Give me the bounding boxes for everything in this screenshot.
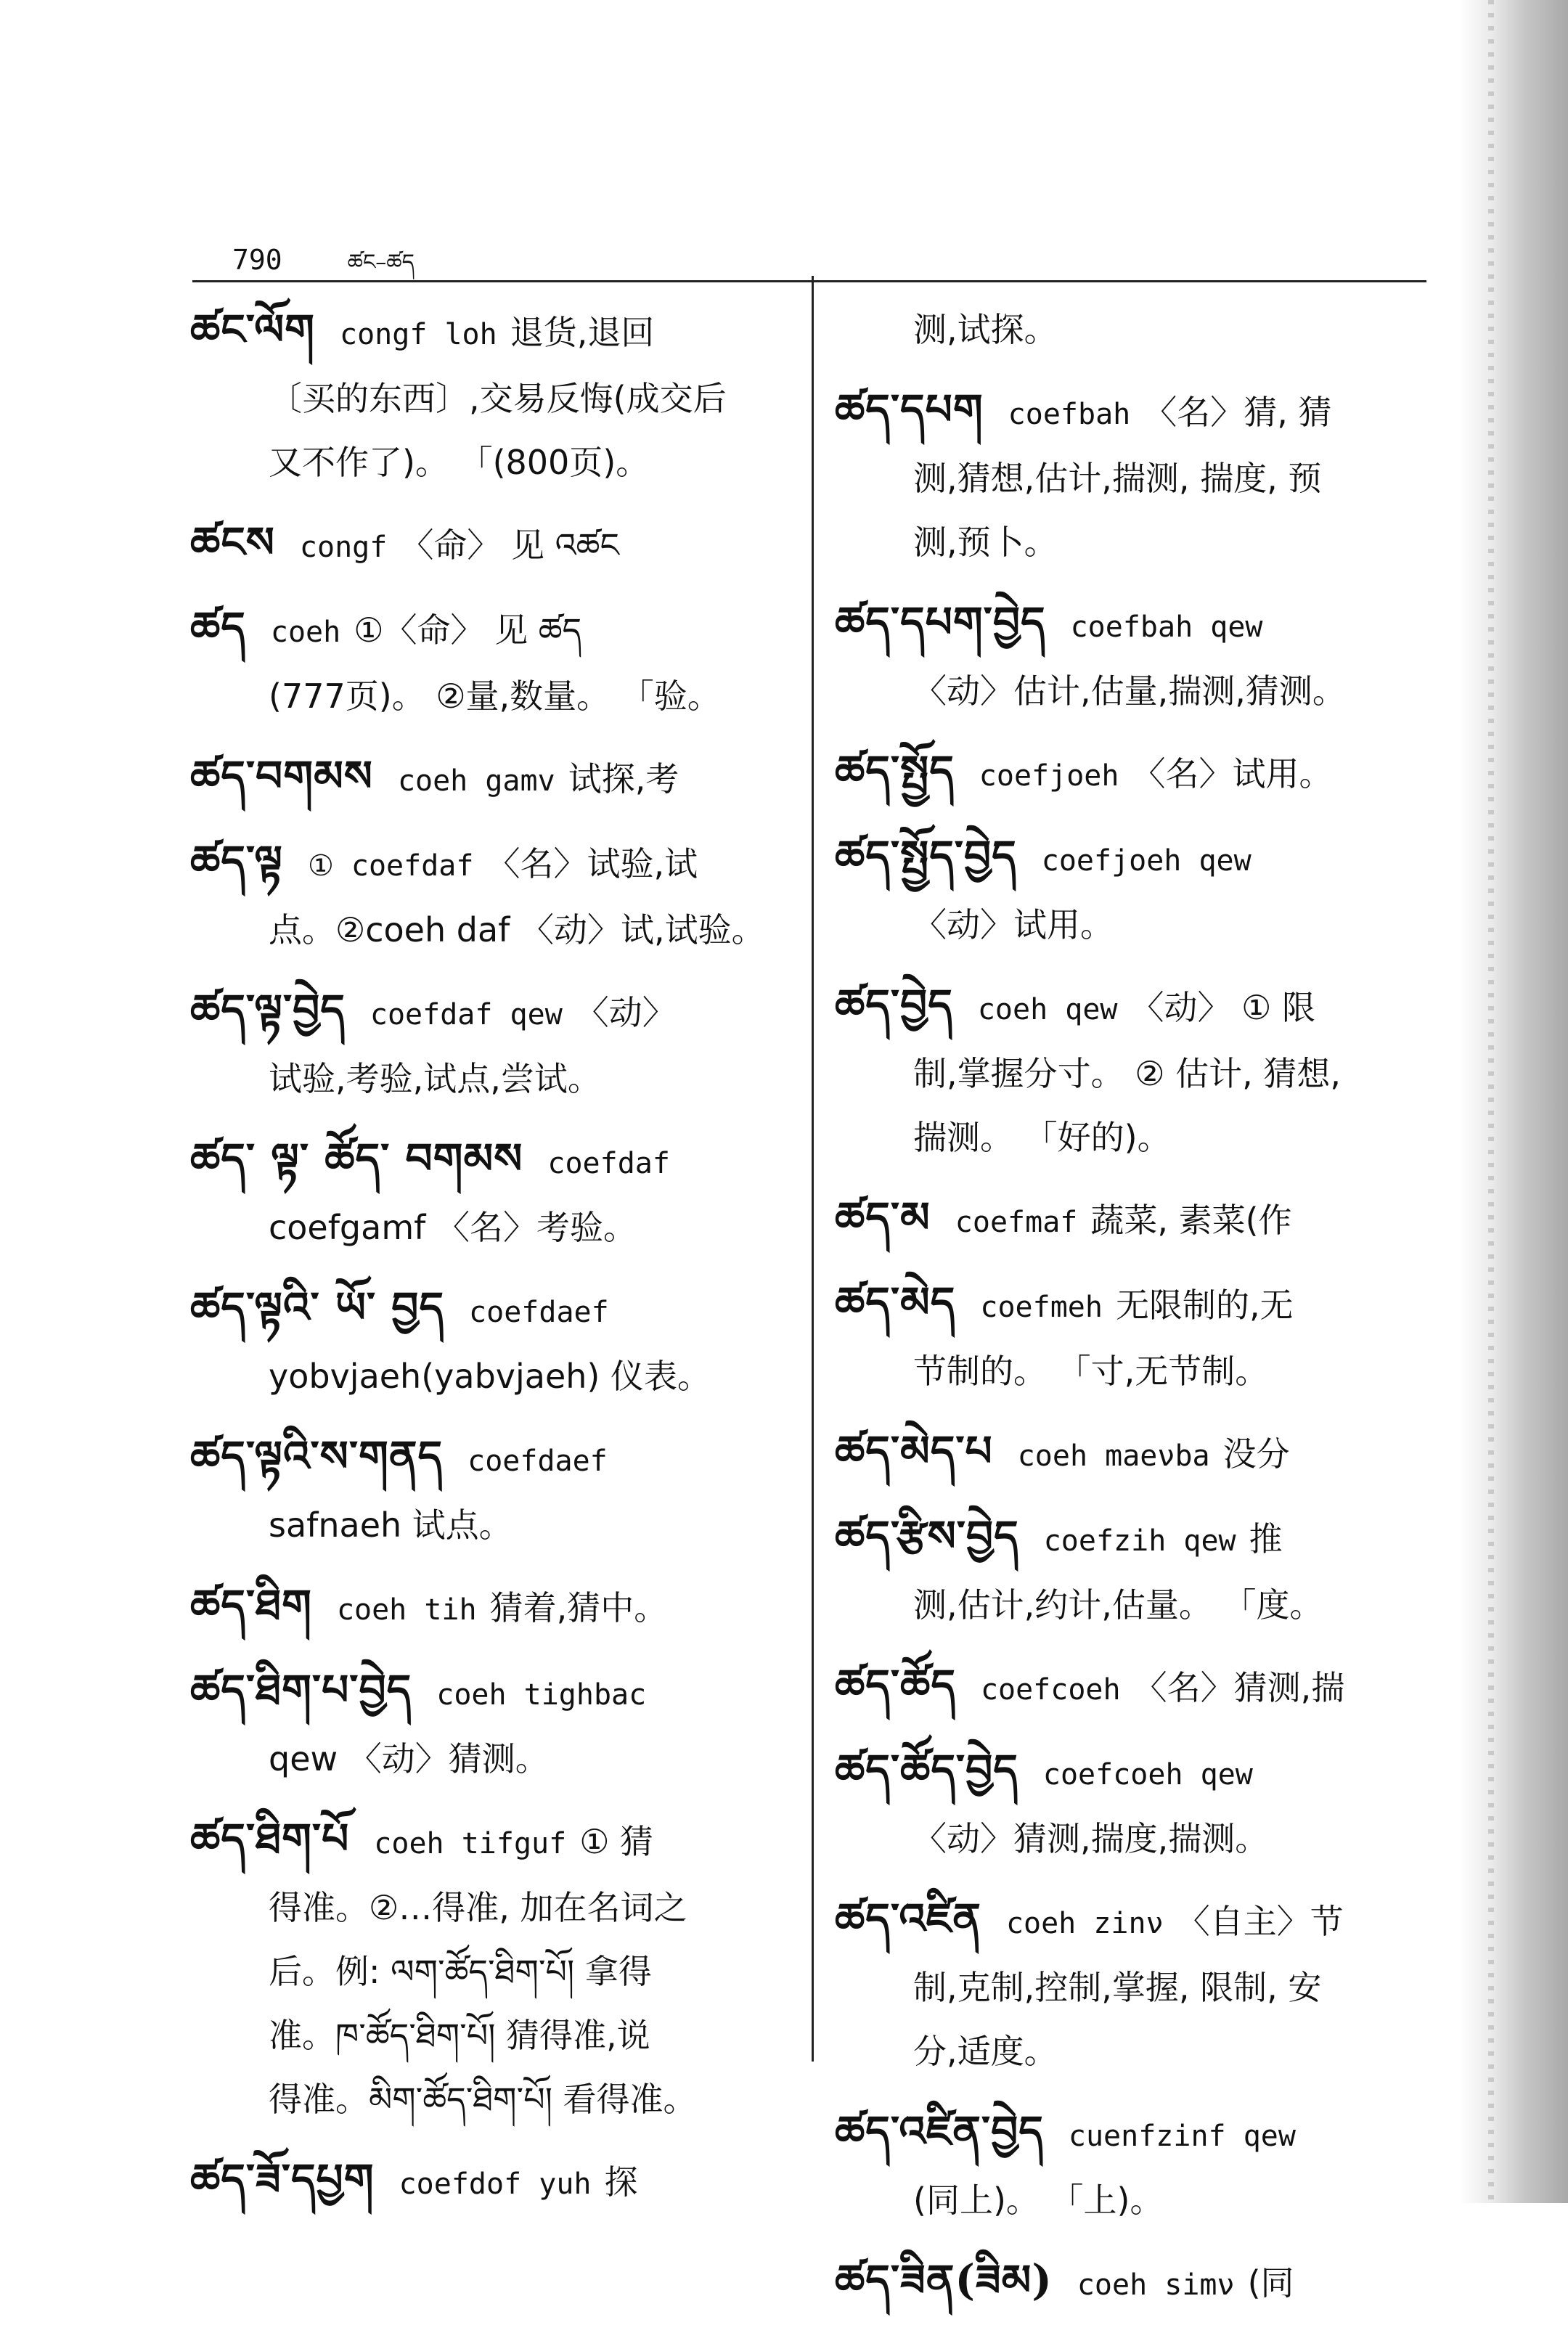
dictionary-entry <box>835 1887 1437 2083</box>
dictionary-entry <box>190 1424 793 1557</box>
entry-romanization: coefcoeh qew <box>1042 1758 1253 1791</box>
entry-definition: 无限制的,无 <box>1115 1286 1294 1325</box>
dictionary-entry <box>835 2248 1437 2317</box>
dictionary-entry <box>835 1504 1437 1637</box>
header-rule <box>192 280 1426 282</box>
entry-continuation: yobvjaeh(yabvjaeh) 仪表。 <box>269 1357 711 1396</box>
entry-continuation: 制,克制,控制,掌握, 限制, 安 <box>913 1968 1322 2007</box>
entry-romanization: coeh tih <box>336 1593 477 1627</box>
dictionary-entry <box>190 1658 793 1791</box>
entry-headword: ཚང་ལོག <box>190 305 315 354</box>
entry-romanization: coefdof yuh <box>399 2167 592 2201</box>
dictionary-entry <box>835 739 1437 808</box>
dictionary-entry <box>190 510 793 579</box>
entry-headword: ཚད་ཟིན(ཟིམ) <box>835 2255 1053 2305</box>
dictionary-entry <box>190 2147 793 2216</box>
entry-headword: ཚད་ལྟ་བྱེད <box>190 985 346 1034</box>
entry-main-line <box>190 1127 793 1196</box>
left-column <box>190 298 793 2232</box>
entry-main-line <box>190 1424 793 1493</box>
entry-main-line <box>835 1270 1437 1339</box>
entry-romanization: cuenfzinf qew <box>1068 2120 1296 2153</box>
dictionary-entry <box>190 1573 793 1642</box>
entry-main-line <box>835 590 1437 659</box>
entry-continuation: 得准。མིག་ཚོད་ཐིག་པོ། 看得准。 <box>269 2080 697 2119</box>
entry-headword: ཚད <box>190 602 246 652</box>
entry-romanization: coeh <box>270 616 341 649</box>
entry-definition: 推 <box>1249 1519 1283 1558</box>
entry-continuation: 〈动〉试用。 <box>913 905 1114 944</box>
entry-definition: (同 <box>1247 2263 1294 2303</box>
entry-continuation: 〈动〉猜测,揣度,揣测。 <box>913 1819 1269 1858</box>
entry-definition: 〈自主〉节 <box>1176 1902 1344 1941</box>
entry-continuation: (同上)。 「上)。 <box>913 2181 1164 2220</box>
right-column <box>835 298 1437 2333</box>
dictionary-entry <box>835 2099 1437 2232</box>
entry-romanization: coefbah qew <box>1070 610 1263 644</box>
dictionary-entry <box>835 973 1437 1169</box>
entry-headword: ཚད་མེད <box>835 1278 956 1327</box>
entry-main-line <box>835 739 1437 808</box>
entry-continuation: 制,掌握分寸。 ② 估计, 猜想, <box>913 1054 1341 1093</box>
entry-main-line <box>190 510 793 579</box>
entry-romanization: ① coefdaf <box>307 849 474 883</box>
entry-continuation: 〔买的东西〕,交易反悔(成交后 <box>269 379 727 418</box>
entry-main-line <box>190 595 793 664</box>
dictionary-entry <box>835 1185 1437 1254</box>
page-edge-shadow <box>1459 0 1568 2203</box>
entry-romanization: congf <box>299 531 388 564</box>
entry-main-line <box>835 1504 1437 1573</box>
entry-headword: ཚད་བྱེད <box>835 980 953 1029</box>
entry-definition: 〈动〉 <box>575 993 676 1032</box>
dictionary-entry <box>835 1270 1437 1403</box>
dictionary-entry <box>190 744 793 813</box>
entry-main-line <box>835 1887 1437 1956</box>
entry-headword: ཚད་འཛིན་བྱེད <box>835 2107 1044 2156</box>
entry-headword: ཚད་ཐིག་པ་བྱེད <box>190 1665 412 1715</box>
entry-romanization: coeh simν <box>1077 2268 1235 2302</box>
entry-romanization: coeh zinν <box>1005 1907 1164 1940</box>
entry-main-line <box>190 744 793 813</box>
entry-headword: ཚད་དཔག <box>835 385 984 434</box>
entry-main-line <box>190 1275 793 1344</box>
entry-headword: ཚད་སྤྱོད་བྱེད <box>835 831 1017 881</box>
entry-romanization: coeh maeνba <box>1017 1439 1210 1473</box>
dictionary-entry <box>190 829 793 962</box>
dictionary-entry <box>190 1807 793 2131</box>
entry-romanization: coefjoeh qew <box>1041 844 1251 878</box>
entry-main-line <box>835 1185 1437 1254</box>
entry-main-line <box>190 829 793 898</box>
entry-continuation: (777页)。 ②量,数量。 「验。 <box>269 677 721 716</box>
entry-romanization: coefdaef <box>467 1445 608 1478</box>
guide-words: ཚང–ཚད <box>347 250 415 275</box>
entry-headword: ཚད་ཟོ་དཔྱག <box>190 2154 375 2204</box>
dictionary-entry <box>835 1419 1437 1488</box>
entry-headword: ཚད་མ <box>835 1193 931 1242</box>
entry-headword: ཚད་ཐིག <box>190 1580 312 1630</box>
entry-definition: 蔬菜, 素菜(作 <box>1090 1201 1292 1240</box>
dictionary-entry <box>190 978 793 1111</box>
entry-romanization: coefdaf qew <box>369 998 563 1031</box>
entry-continuation: 试验,考验,试点,尝试。 <box>269 1059 601 1098</box>
entry-continuation: 揣测。 「好的)。 <box>913 1118 1171 1157</box>
entry-romanization: coeh gamv <box>397 764 555 798</box>
entry-main-line <box>190 298 793 367</box>
entry-headword: ཚད་སྤྱོད <box>835 746 955 796</box>
entry-headword: ཚད་རྩིས་བྱེད <box>835 1511 1019 1561</box>
entry-definition: 试探,考 <box>568 759 679 798</box>
page-number: 790 <box>232 244 282 276</box>
dictionary-entry <box>835 1738 1437 1871</box>
entry-romanization: coefzih qew <box>1043 1524 1236 1558</box>
entry-headword: ཚད་ཚོད་བྱེད <box>835 1745 1018 1794</box>
dictionary-entry <box>835 824 1437 957</box>
dictionary-entry <box>835 298 1437 361</box>
entry-headword: ཚད་འཛིན <box>835 1894 981 1943</box>
entry-romanization: coefdaef <box>469 1296 609 1329</box>
entry-definition: ① 猜 <box>579 1822 654 1861</box>
entry-romanization: congf loh <box>339 318 497 351</box>
entry-main-line <box>835 2099 1437 2168</box>
entry-definition: 没分 <box>1222 1434 1290 1474</box>
entry-headword: ཚད་ལྟའི་ ཡོ་ བྱད <box>190 1283 445 1332</box>
entry-definition: 〈命〉 见 འཚང <box>400 526 619 565</box>
entry-definition: 〈名〉试验,试 <box>486 844 698 883</box>
entry-romanization: coefjoeh <box>979 759 1119 793</box>
entry-definition: 〈名〉猜测,揣 <box>1133 1668 1345 1707</box>
entry-main-line <box>835 1419 1437 1488</box>
entry-romanization: coefcoeh <box>980 1673 1121 1707</box>
entry-continuation: 后。例: ལག་ཚོད་ཐིག་པོ། 拿得 <box>269 1952 652 1991</box>
entry-continuation: 测,猜想,估计,揣测, 揣度, 预 <box>913 459 1322 498</box>
entry-continuation: 〈动〉估计,估量,揣测,猜测。 <box>913 671 1346 711</box>
entry-continuation: 得准。②…得准, 加在名词之 <box>269 1888 687 1927</box>
entry-headword: ཚད་ ལྟ་ ཚོད་ བགམས <box>190 1134 523 1183</box>
entry-romanization: coefmeh <box>980 1291 1103 1324</box>
entry-definition: 〈名〉试用。 <box>1132 754 1333 793</box>
entry-main-line <box>835 2248 1437 2317</box>
entry-main-line <box>835 973 1437 1042</box>
entry-headword: ཚངས <box>190 518 275 567</box>
entry-definition: 猜着,猜中。 <box>489 1588 668 1627</box>
entry-romanization: coeh tifguf <box>374 1827 567 1860</box>
dictionary-entry <box>835 590 1437 723</box>
entry-main-line <box>835 824 1437 893</box>
entry-romanization: coefdaf <box>547 1147 670 1180</box>
entry-definition: 探 <box>604 2162 638 2202</box>
entry-main-line <box>835 1738 1437 1807</box>
entry-romanization: coefmaf <box>955 1206 1078 1239</box>
entry-definition: 〈动〉 ① 限 <box>1130 988 1315 1027</box>
entry-continuation: coefgamf 〈名〉考验。 <box>269 1208 637 1247</box>
entry-continuation: 节制的。 「寸,无节制。 <box>913 1352 1269 1391</box>
entry-headword: ཚད་ལྟའི་ས་གནད <box>190 1431 444 1481</box>
page-header <box>232 238 415 282</box>
entry-romanization: coeh qew <box>977 993 1118 1026</box>
dictionary-entry <box>190 1127 793 1259</box>
entry-definition: ①〈命〉 见 ཚད <box>354 610 582 650</box>
entry-continuation: 测,试探。 <box>913 310 1058 349</box>
entry-headword: ཚད་བགམས <box>190 751 373 801</box>
entry-romanization: coefbah <box>1008 398 1131 431</box>
entry-main-line <box>835 377 1437 446</box>
entry-headword: ཚད་ཐིག་པོ <box>190 1814 350 1863</box>
entry-continuation: 分,适度。 <box>913 2032 1058 2071</box>
entry-continuation: 准。ཁ་ཚོད་ཐིག་པོ། 猜得准,说 <box>269 2016 650 2055</box>
entry-main-line <box>190 1658 793 1727</box>
dictionary-entry <box>835 1653 1437 1722</box>
entry-main-line <box>190 978 793 1047</box>
entry-main-line <box>190 1573 793 1642</box>
entry-definition: 〈名〉猜, 猜 <box>1143 393 1332 432</box>
entry-main-line <box>190 1807 793 1876</box>
entry-headword: ཚད་ཚོད <box>835 1660 956 1709</box>
entry-headword: ཚད་མེད་པ <box>835 1426 993 1476</box>
entry-continuation: 测,估计,约计,估量。 「度。 <box>913 1585 1323 1625</box>
entry-headword: ཚད་དཔག་བྱེད <box>835 597 1046 647</box>
dictionary-entry <box>190 595 793 728</box>
entry-continuation: 点。②coeh daf 〈动〉试,试验。 <box>269 910 765 949</box>
entry-main-line <box>190 2147 793 2216</box>
entry-definition: 退货,退回 <box>510 313 655 352</box>
entry-continuation: safnaeh 试点。 <box>269 1505 513 1545</box>
entry-headword: ཚད་ལྟ <box>190 836 283 886</box>
entry-continuation: 测,预卜。 <box>913 523 1058 562</box>
entry-main-line <box>835 1653 1437 1722</box>
column-divider <box>812 276 814 2062</box>
dictionary-entry <box>835 377 1437 574</box>
entry-romanization: coeh tighbac <box>436 1678 647 1712</box>
entry-continuation: qew 〈动〉猜测。 <box>269 1739 549 1778</box>
entry-continuation: 又不作了)。 「(800页)。 <box>269 443 650 482</box>
dictionary-entry <box>190 1275 793 1408</box>
dictionary-entry <box>190 298 793 494</box>
